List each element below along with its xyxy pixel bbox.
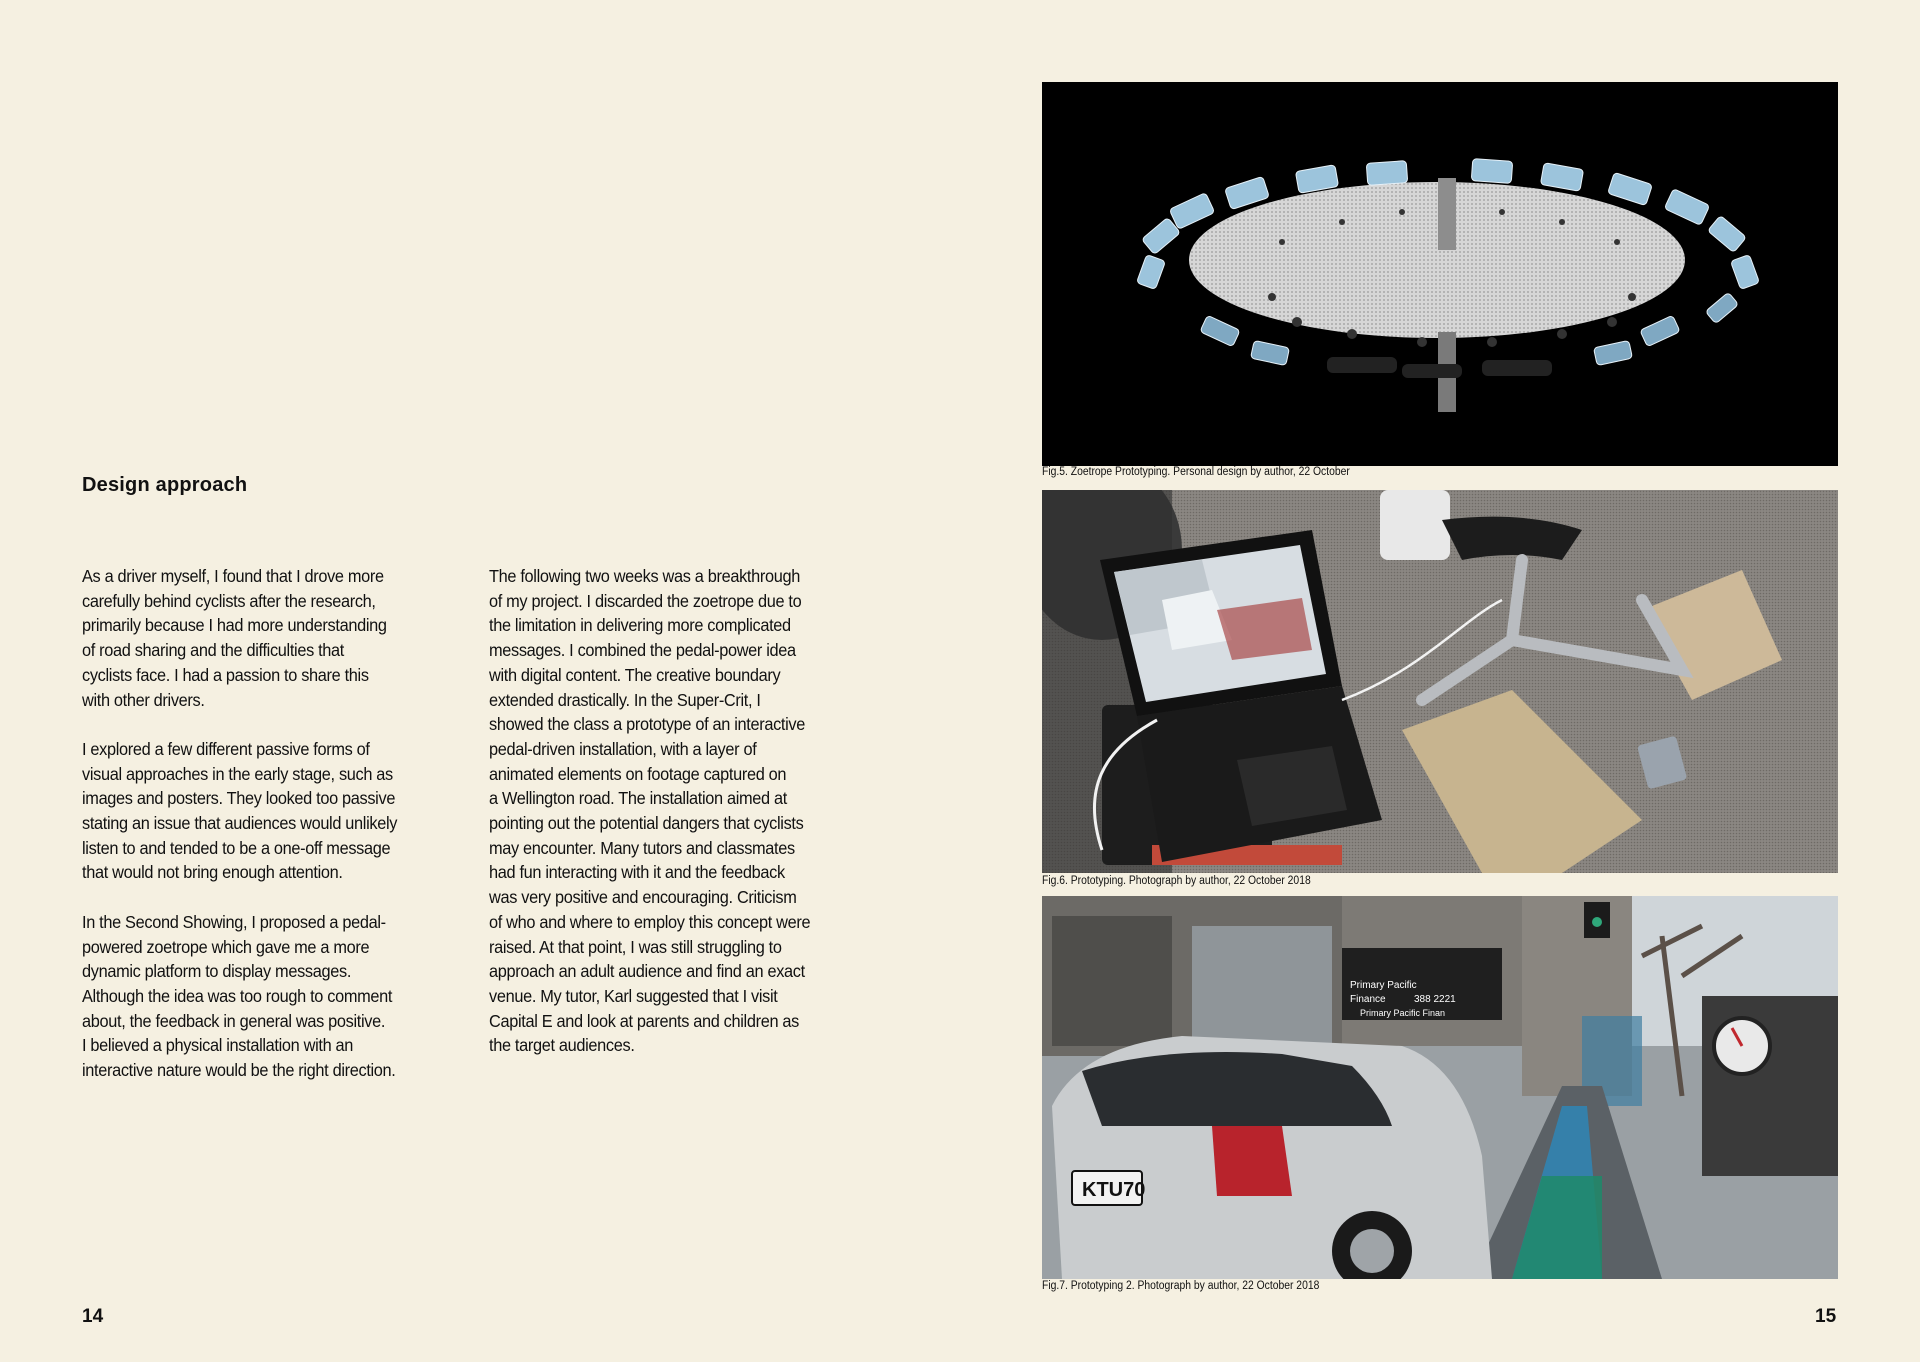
figure-zoetrope-render (1042, 82, 1838, 466)
paragraph: The following two weeks was a breakthrough of my project. I discarded the zoetrope due to the limitation in delivering more complicated messages. I combined the pedal-power idea with digital content. The creative boundary extended drastically. In the Super-Crit, I showed the class a prototype of an interactive pedal-driven installation, with a layer of animated elements on footage captured on a Wellington road. The installation aimed at pointing out the potential dangers that cyclists may encounter. Many tutors and classmates had fun interacting with it and the feedback was very positive and encouraging. Criticism of who and where to employ this concept were raised. At that point, I was still struggling to approach an adult audience and find an exact venue. My tutor, Karl suggested that I visit Capital E and look at parents and children as the target audiences. (489, 566, 811, 1056)
figure-street-photo (1042, 896, 1838, 1279)
figure-6-caption: Fig.6. Prototyping. Photograph by author, 22 October 2018 (1042, 875, 1311, 887)
figure-7-caption: Fig.7. Prototyping 2. Photograph by author, 22 October 2018 (1042, 1280, 1320, 1292)
prototype-photo-illustration (1042, 490, 1838, 873)
right-text-column (489, 564, 860, 1083)
center-pole (1438, 178, 1456, 250)
license-plate-text: KTU70 (1082, 1179, 1146, 1201)
bottle (1380, 490, 1450, 560)
left-text-column (82, 564, 453, 1107)
section-heading: Design approach (82, 474, 248, 496)
paragraph: In the Second Showing, I proposed a pedal- powered zoetrope which gave me a more dynamic platform to display messages. Although the idea was too rough to comment about, the feedback in general was positive. I believed a physical installation with an interactive nature would be the right direction. (82, 911, 396, 1081)
street-photo-illustration (1042, 896, 1838, 1279)
zoetrope-illustration (1042, 82, 1838, 466)
sign-text-line3: Primary Pacific Finan (1360, 1008, 1446, 1018)
page-number-left: 14 (82, 1306, 104, 1327)
sign-phone: 388 2221 (1414, 994, 1456, 1005)
paragraph: As a driver myself, I found that I drove more carefully behind cyclists after the research, primarily because I had more understanding of road sharing and the difficulties that cyclists face. I had a passion to share this with other drivers. (82, 566, 387, 710)
page-number-right: 15 (1815, 1306, 1837, 1327)
sign-text-line2: Finance (1350, 994, 1386, 1005)
figure-prototype-photo (1042, 490, 1838, 873)
paragraph: I explored a few different passive forms of visual approaches in the early stage, such as images and posters. They looked too passive stating an issue that audiences would unlikely listen to and tended to be a one-off message that would not bring enough attention. (82, 738, 398, 883)
zoetrope-platform (1189, 182, 1685, 338)
figure-5-caption: Fig.5. Zoetrope Prototyping. Personal design by author, 22 October (1042, 466, 1350, 478)
trailer (1702, 996, 1838, 1176)
tail-light (1212, 1126, 1292, 1196)
sign-text-line1: Primary Pacific (1350, 980, 1417, 991)
